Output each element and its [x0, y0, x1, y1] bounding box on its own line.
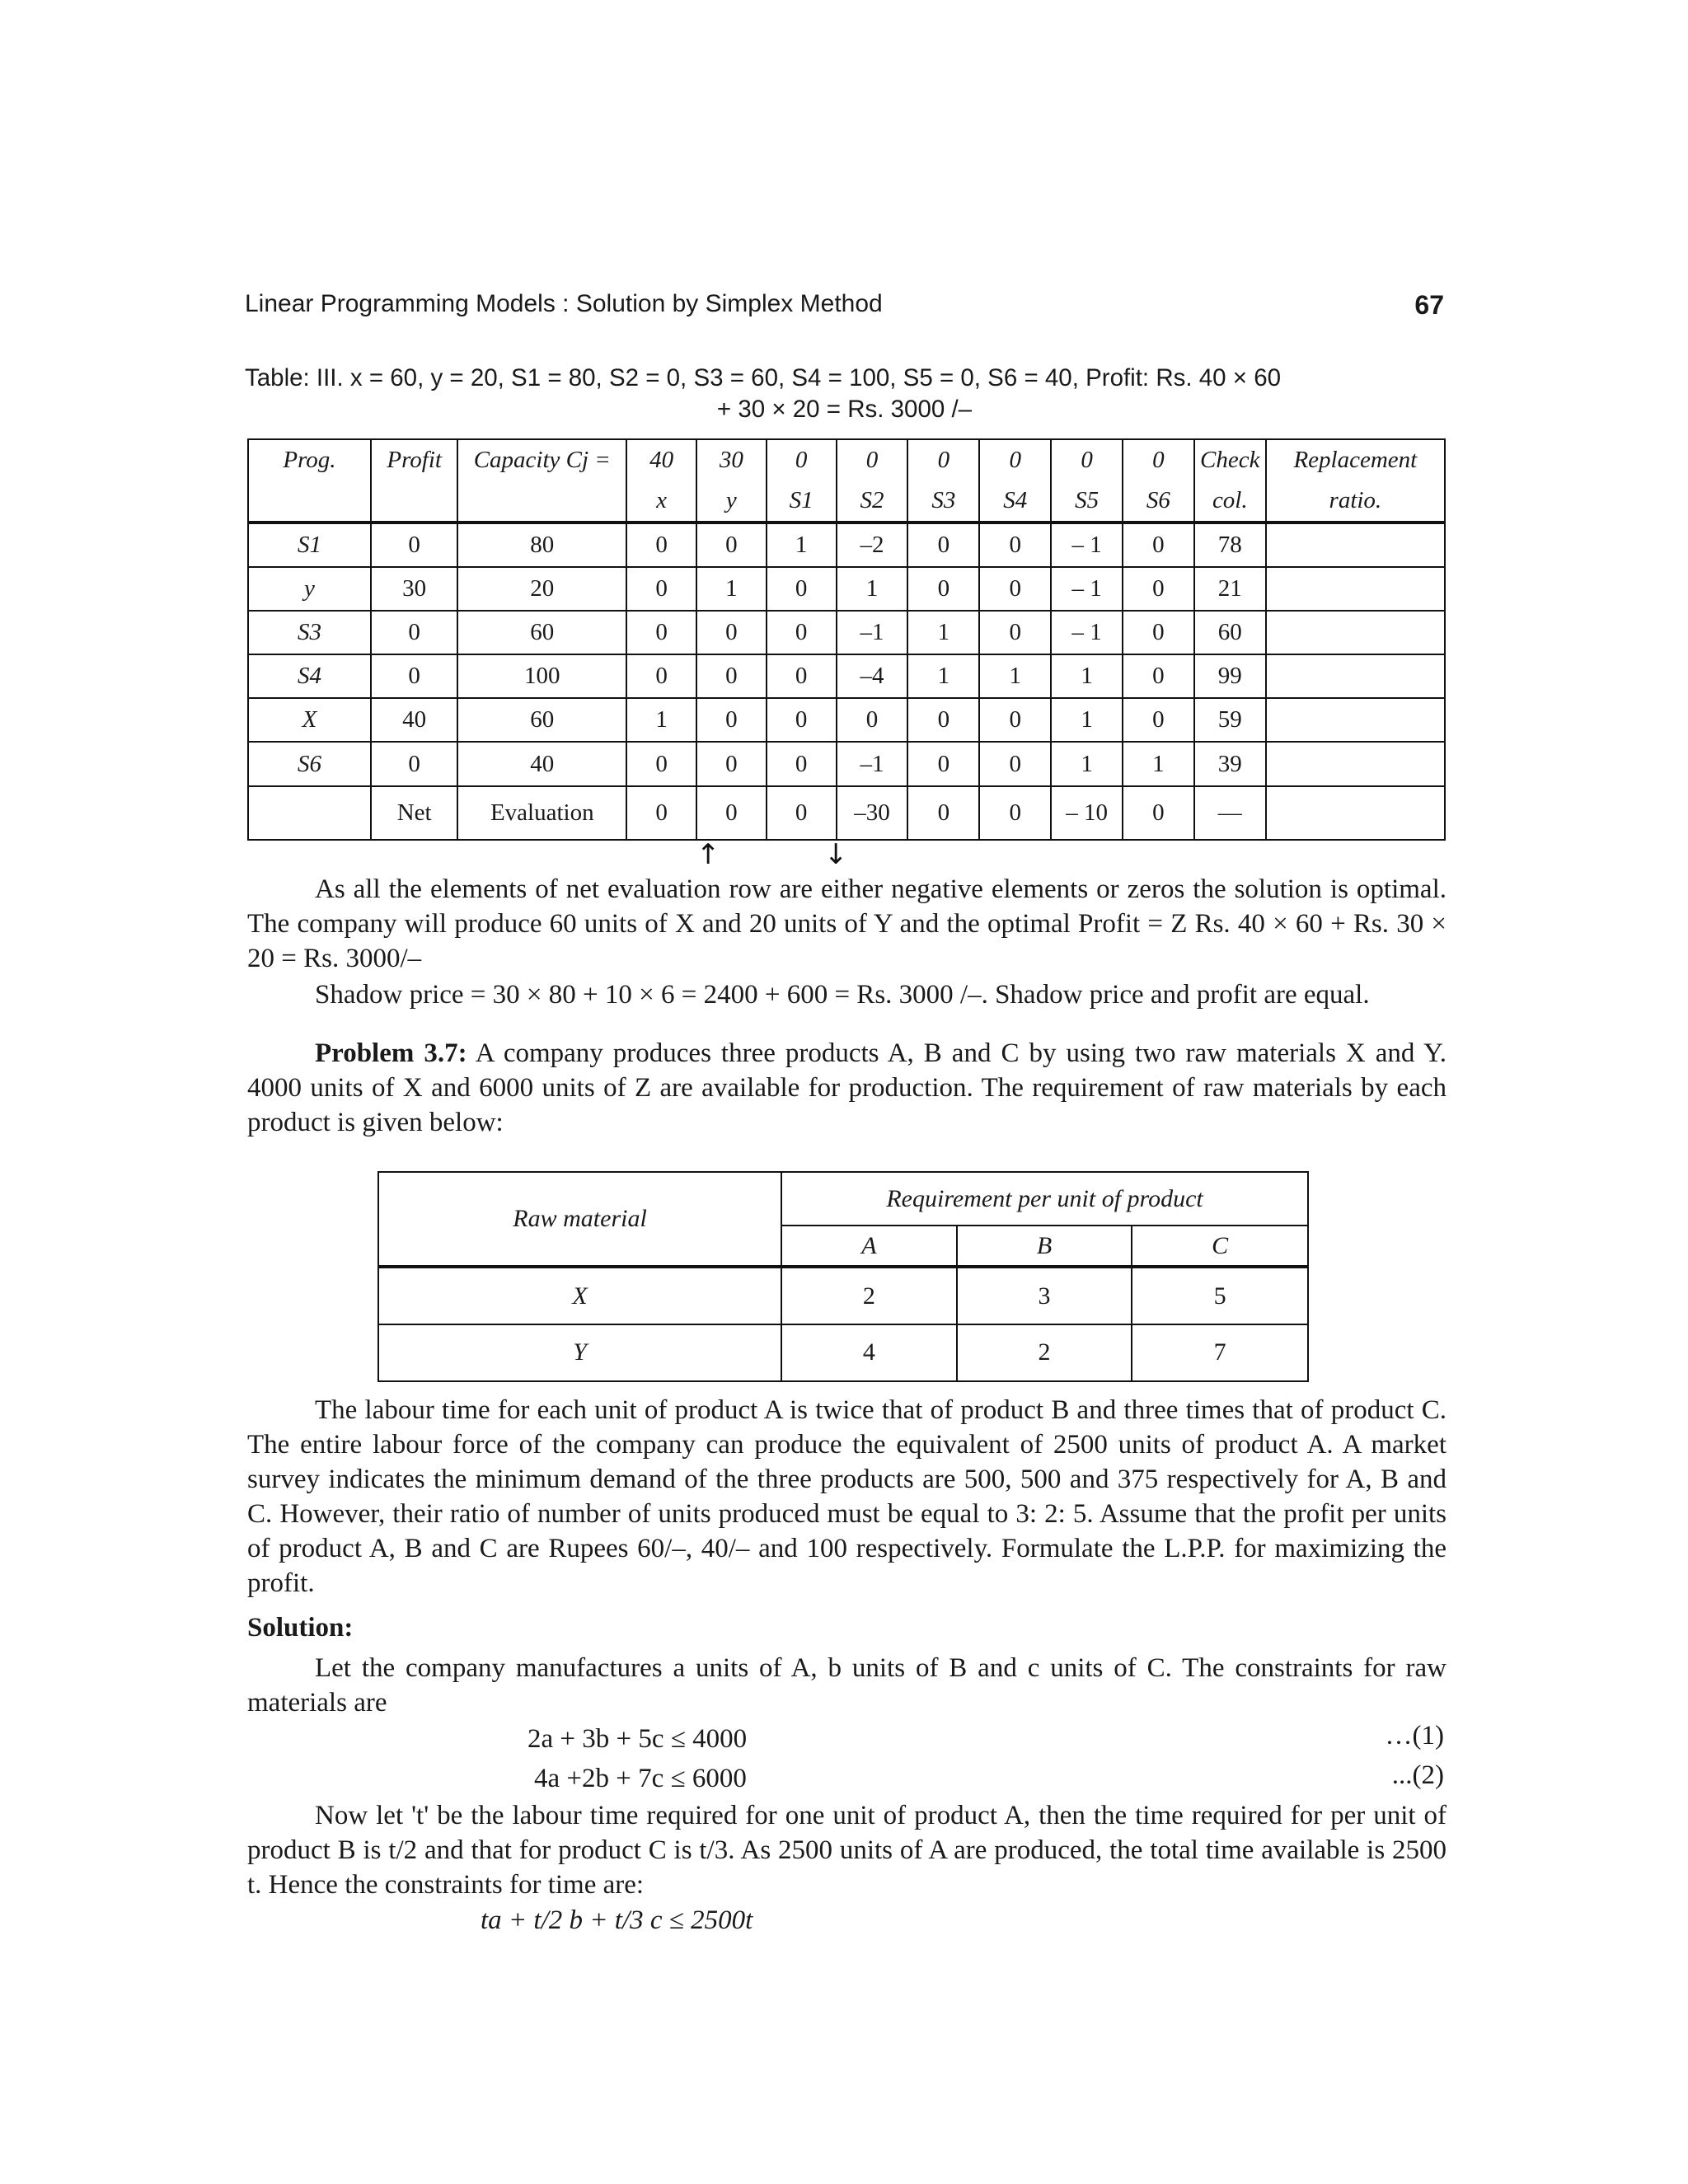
cell-capacity: 100	[457, 654, 626, 698]
table-row	[248, 698, 1445, 742]
header-var: S2	[837, 480, 908, 523]
cell-check: 21	[1194, 567, 1266, 611]
cell-value: 0	[1123, 567, 1194, 611]
requirement-cell: 2	[957, 1324, 1132, 1381]
cell-value: – 1	[1051, 567, 1123, 611]
table-row	[378, 1324, 1308, 1381]
net-value: –30	[837, 786, 908, 840]
cell-value: 0	[696, 611, 767, 654]
cell-value: 0	[626, 654, 696, 698]
header-check-col: col.	[1194, 480, 1266, 523]
equation-2: 4a +2b + 7c ≤ 6000	[534, 1764, 747, 1793]
header-check: Check	[1194, 439, 1266, 480]
cell-value: 0	[1123, 654, 1194, 698]
cell-value: 1	[626, 698, 696, 742]
header-var: y	[696, 480, 767, 523]
running-header	[245, 290, 1444, 326]
entering-arrow-icon: ↑	[696, 838, 720, 871]
cell-check: 78	[1194, 523, 1266, 567]
cell-capacity: 60	[457, 611, 626, 654]
cell-value: 0	[626, 611, 696, 654]
cell-prog: X	[248, 698, 371, 742]
cell-value: 0	[907, 523, 979, 567]
paragraph-optimal: As all the elements of net evaluation row are either negative elements or zeros the solution is optimal. The company will produce 60 units of X and 20 units of Y and the optimal Profit = Z Rs. 40 × 60 + Rs. 30 × 20 = Rs. 3000/–	[247, 874, 1447, 973]
problem-label: Problem 3.7:	[315, 1038, 467, 1068]
net-value: 0	[907, 786, 979, 840]
cell-value: 1	[1123, 742, 1194, 785]
net-value: 0	[767, 786, 837, 840]
cell-ratio	[1266, 611, 1445, 654]
header-var: S1	[767, 480, 837, 523]
cell-value: 1	[907, 611, 979, 654]
cell-prog: S3	[248, 611, 371, 654]
simplex-table	[247, 438, 1446, 841]
net-value: 0	[696, 786, 767, 840]
net-evaluation-row	[248, 786, 1445, 840]
equation-2-number: ...(2)	[1391, 1760, 1444, 1790]
equation-3: ta + t/2 b + t/3 c ≤ 2500t	[481, 1905, 753, 1935]
header-cj: 0	[979, 439, 1051, 480]
cell-value: 0	[696, 654, 767, 698]
cell-prog: y	[248, 567, 371, 611]
header-var: S5	[1051, 480, 1123, 523]
paragraph-let: Let the company manufactures a units of A, b units of B and c units of C. The constraints for raw materials are	[247, 1653, 1447, 1718]
header-var: x	[626, 480, 696, 523]
requirement-cell: 2	[781, 1267, 957, 1324]
cell-ratio	[1266, 523, 1445, 567]
equation-1: 2a + 3b + 5c ≤ 4000	[528, 1724, 748, 1754]
cell-capacity: 80	[457, 523, 626, 567]
table-caption-line-2: + 30 × 20 = Rs. 3000 /–	[716, 396, 973, 423]
solution-heading: Solution:	[247, 1613, 354, 1643]
cell-value: 0	[626, 523, 696, 567]
cell-profit: 0	[371, 654, 457, 698]
cell-value: 0	[767, 654, 837, 698]
cell-prog: S6	[248, 742, 371, 785]
header-cj: 40	[626, 439, 696, 480]
table-caption	[245, 363, 1444, 425]
cell-profit: 0	[371, 742, 457, 785]
net-value: – 10	[1051, 786, 1123, 840]
cell-value: 0	[1123, 698, 1194, 742]
net-value: 0	[1123, 786, 1194, 840]
header-replacement: Replacement	[1266, 439, 1445, 480]
paragraph-labour: The labour time for each unit of product A is twice that of product B and three times that of product C. The entire labour force of the company can produce the equivalent of 2500 units of product A. A market survey indicates the minimum demand of the three products are 500, 500 and 375 respectively for A, B and C. However, their ratio of number of units produced must be equal to 3: 2: 5. Assume that the profit per units of product A, B and C are Rupees 60/–, 40/– and 100 respectively. Formulate the L.P.P. for maximizing the profit.	[247, 1395, 1447, 1598]
cell-value: – 1	[1051, 523, 1123, 567]
net-check: —	[1194, 786, 1266, 840]
cell-value: 1	[1051, 698, 1123, 742]
net-value: 0	[626, 786, 696, 840]
table-row	[248, 611, 1445, 654]
product-header: C	[1132, 1226, 1308, 1267]
table-row	[248, 742, 1445, 785]
table-caption-line-1: Table: III. x = 60, y = 20, S1 = 80, S2 = 0, S3 = 60, S4 = 100, S5 = 0, S6 = 40, Profit: Rs. 40 × 60	[245, 364, 1282, 391]
header-ratio: ratio.	[1266, 480, 1445, 523]
table-header-row-top	[248, 439, 1445, 480]
cell-value: –4	[837, 654, 908, 698]
cell-value: 0	[979, 698, 1051, 742]
header-var: S6	[1123, 480, 1194, 523]
cell-ratio	[1266, 698, 1445, 742]
cell-value: 0	[767, 567, 837, 611]
cell-check: 60	[1194, 611, 1266, 654]
cell-value: –1	[837, 742, 908, 785]
running-title: Linear Programming Models : Solution by Simplex Method	[245, 290, 883, 317]
material-cell: Y	[378, 1324, 781, 1381]
cell-profit: 30	[371, 567, 457, 611]
cell-value: 0	[837, 698, 908, 742]
cell-check: 39	[1194, 742, 1266, 785]
net-label: Net	[371, 786, 457, 840]
cell-value: 0	[767, 611, 837, 654]
page-number: 67	[1414, 290, 1444, 320]
cell-value: 0	[1123, 523, 1194, 567]
cell-value: 0	[907, 742, 979, 785]
paragraph-shadow-price: Shadow price = 30 × 80 + 10 × 6 = 2400 + 600 = Rs. 3000 /–. Shadow price and profit are equal.	[315, 980, 1370, 1010]
header-cj: 0	[837, 439, 908, 480]
table-row	[248, 567, 1445, 611]
cell-value: 1	[1051, 654, 1123, 698]
header-cj: 0	[767, 439, 837, 480]
cell-value: 0	[907, 698, 979, 742]
table-header-row-bottom	[248, 480, 1445, 523]
header-cj: 30	[696, 439, 767, 480]
requirement-cell: 7	[1132, 1324, 1308, 1381]
header-prog: Prog.	[248, 439, 371, 480]
cell-ratio	[1266, 654, 1445, 698]
cell-value: 0	[979, 611, 1051, 654]
cell-value: 1	[907, 654, 979, 698]
equation-1-number: …(1)	[1385, 1721, 1444, 1750]
cell-value: 0	[626, 742, 696, 785]
header-var: S4	[979, 480, 1051, 523]
leaving-arrow-icon: ↓	[824, 838, 848, 871]
cell-value: 1	[837, 567, 908, 611]
header-cj: 0	[907, 439, 979, 480]
cell-value: 1	[696, 567, 767, 611]
paragraph-problem	[247, 1036, 1447, 1140]
paragraph-labour-time: Now let 't' be the labour time required for one unit of product A, then the time required for per unit of product B is t/2 and that for product C is t/3. As 2500 units of A are produced, the total time available is 2500 t. Hence the constraints for time are:	[247, 1801, 1447, 1900]
requirement-header: Requirement per unit of product	[781, 1172, 1308, 1226]
requirement-cell: 3	[957, 1267, 1132, 1324]
cell-check: 59	[1194, 698, 1266, 742]
cell-value: 0	[979, 523, 1051, 567]
header-var: S3	[907, 480, 979, 523]
cell-value: –1	[837, 611, 908, 654]
table-row	[248, 523, 1445, 567]
cell-capacity: 60	[457, 698, 626, 742]
problem-text: A company produces three products A, B and C by using two raw materials X and Y. 4000 units of X and 6000 units of Z are available for production. The requirement of raw materials by each product is given below:	[247, 1038, 1447, 1137]
raw-material-header: Raw material	[378, 1172, 781, 1267]
table-row	[378, 1267, 1308, 1324]
cell-capacity: 40	[457, 742, 626, 785]
cell-check: 99	[1194, 654, 1266, 698]
cell-value: 0	[626, 567, 696, 611]
cell-capacity: 20	[457, 567, 626, 611]
cell-profit: 0	[371, 611, 457, 654]
table-row	[248, 654, 1445, 698]
raw-table-header-row	[378, 1172, 1308, 1226]
cell-value: 0	[696, 523, 767, 567]
material-cell: X	[378, 1267, 781, 1324]
evaluation-label: Evaluation	[457, 786, 626, 840]
requirement-cell: 4	[781, 1324, 957, 1381]
cell-value: 0	[767, 698, 837, 742]
net-value: 0	[979, 786, 1051, 840]
cell-value: 0	[696, 742, 767, 785]
requirement-cell: 5	[1132, 1267, 1308, 1324]
cell-prog: S1	[248, 523, 371, 567]
cell-profit: 0	[371, 523, 457, 567]
raw-material-table	[377, 1171, 1309, 1382]
cell-value: 0	[979, 742, 1051, 785]
cell-profit: 40	[371, 698, 457, 742]
header-profit: Profit	[371, 439, 457, 480]
cell-value: 0	[979, 567, 1051, 611]
product-header: B	[957, 1226, 1132, 1267]
cell-value: 0	[1123, 611, 1194, 654]
cell-value: 0	[767, 742, 837, 785]
header-capacity: Capacity Cj =	[457, 439, 626, 480]
header-cj: 0	[1051, 439, 1123, 480]
cell-value: –2	[837, 523, 908, 567]
cell-value: 0	[907, 567, 979, 611]
product-header: A	[781, 1226, 957, 1267]
cell-value: 1	[767, 523, 837, 567]
header-cj: 0	[1123, 439, 1194, 480]
cell-value: 0	[696, 698, 767, 742]
cell-value: 1	[979, 654, 1051, 698]
cell-prog: S4	[248, 654, 371, 698]
cell-value: 1	[1051, 742, 1123, 785]
cell-ratio	[1266, 742, 1445, 785]
cell-value: – 1	[1051, 611, 1123, 654]
cell-ratio	[1266, 567, 1445, 611]
